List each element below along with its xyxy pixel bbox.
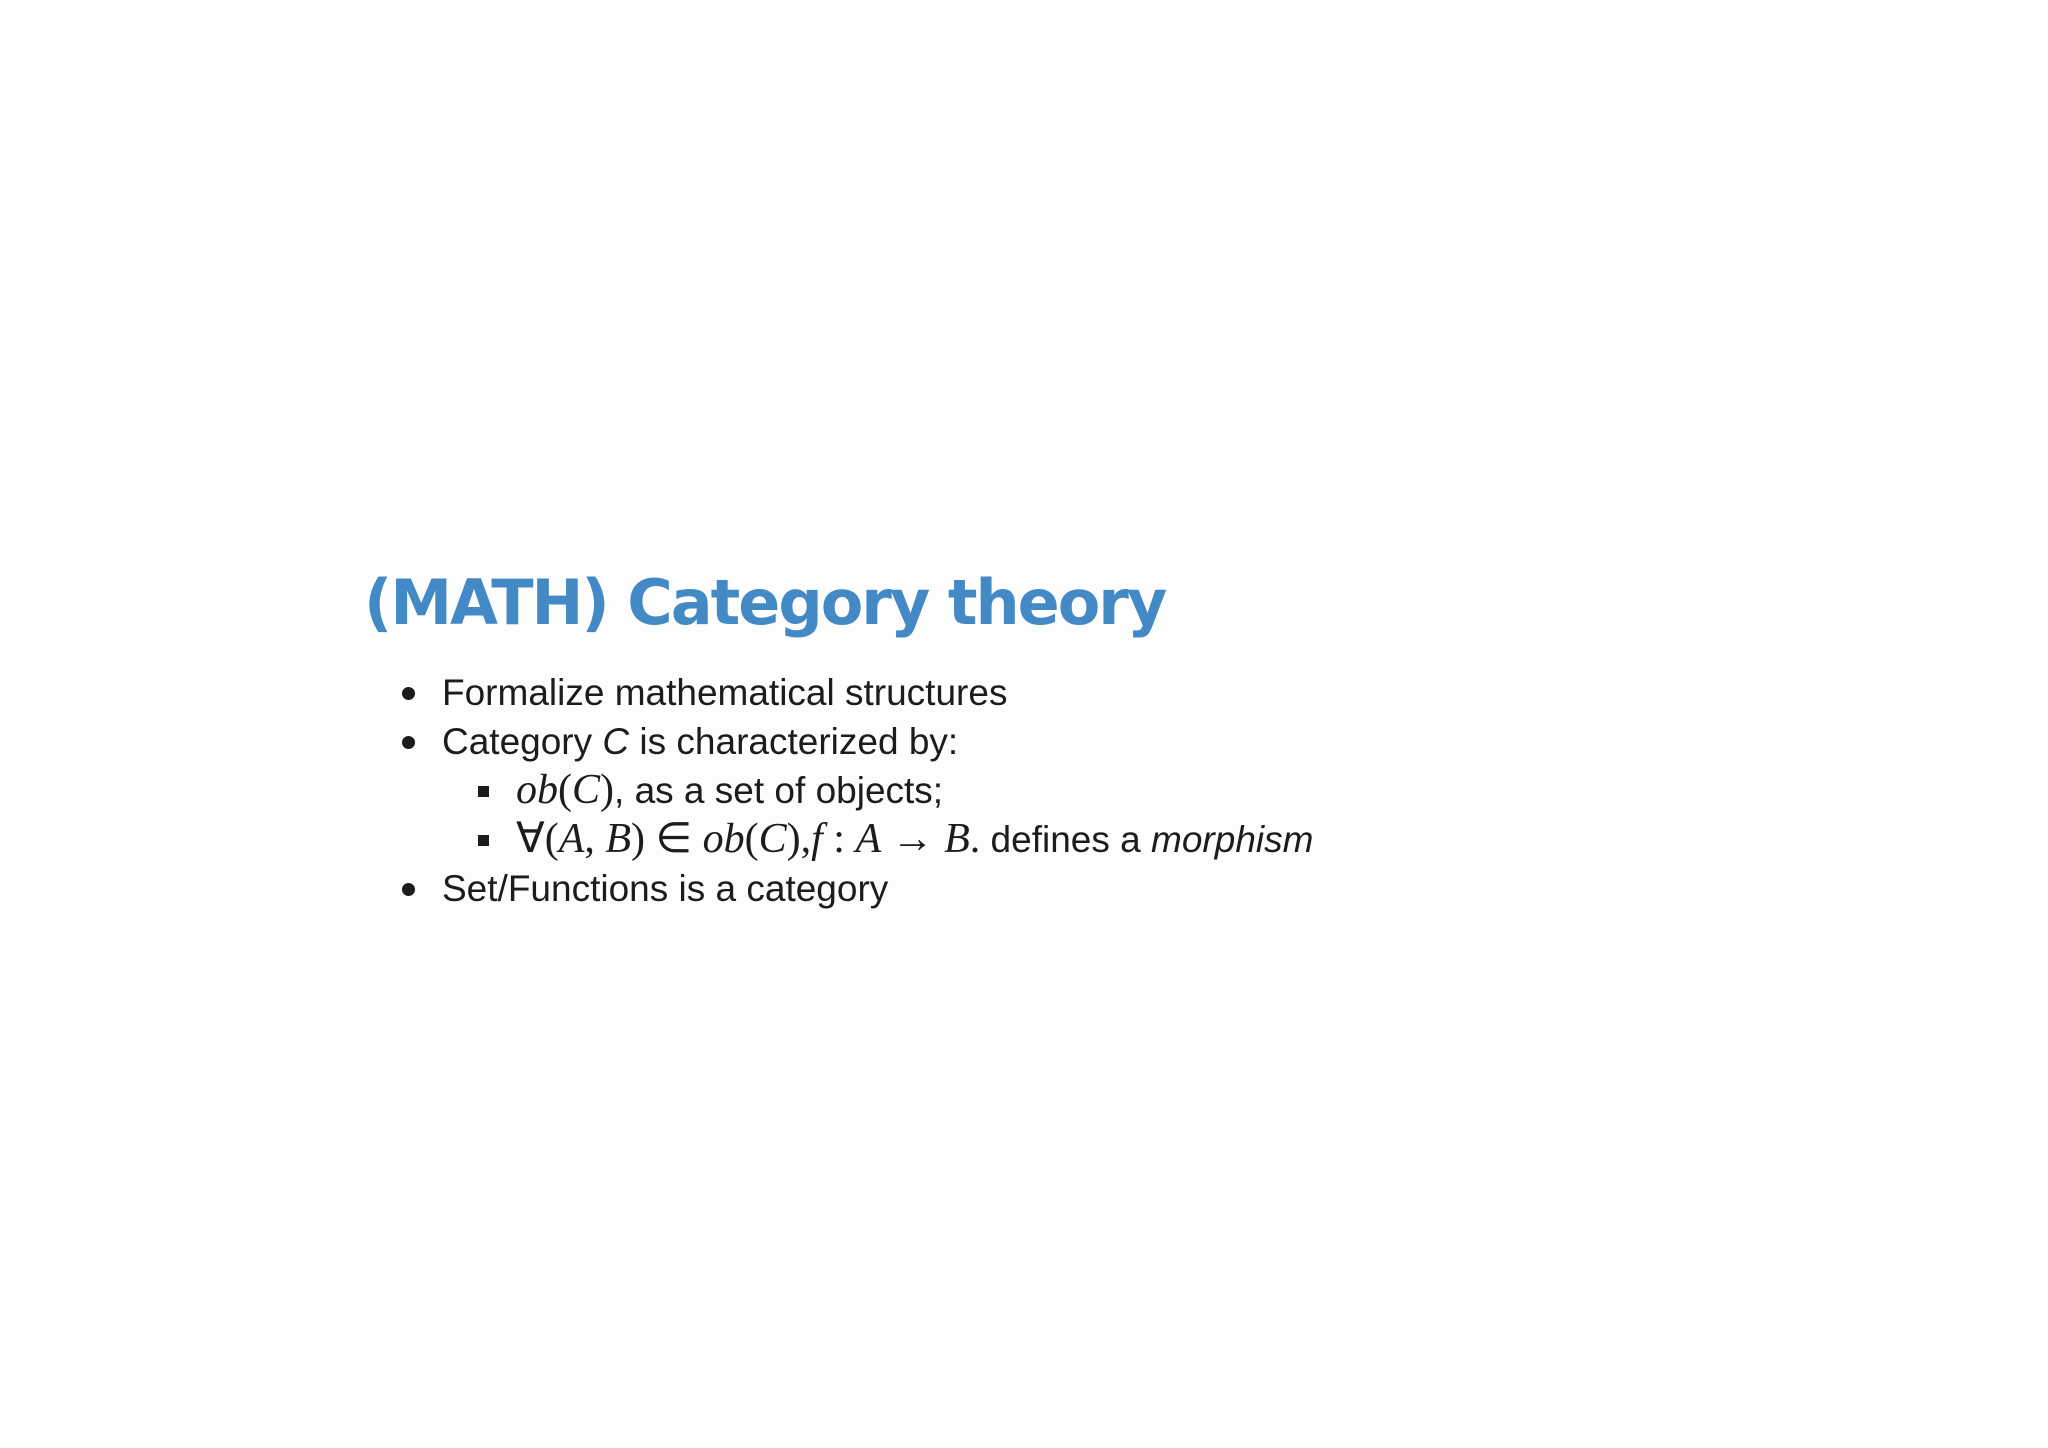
bullet-square-icon xyxy=(478,835,489,846)
math-b: B xyxy=(605,816,632,862)
bullet-text-pre: Category xyxy=(442,721,603,762)
sub-bullet-text: defines a xyxy=(980,819,1152,860)
math-paren-close: ) xyxy=(600,767,615,813)
math-c: C xyxy=(572,767,601,813)
math-paren-open: ( xyxy=(744,816,759,862)
bullet-disc-icon xyxy=(402,883,415,896)
math-ob: ob xyxy=(702,816,745,862)
math-paren-close: ), xyxy=(786,816,812,862)
math-period: . xyxy=(969,816,981,862)
math-f: f xyxy=(811,816,823,862)
slide-title: (MATH) Category theory xyxy=(364,566,1166,639)
math-arrow: → xyxy=(881,816,945,862)
bullet-set-functions xyxy=(398,864,1313,913)
math-comma: , xyxy=(584,816,606,862)
math-in: ) ∈ xyxy=(631,816,703,862)
math-colon: : xyxy=(822,816,856,862)
math-a: A xyxy=(855,816,882,862)
math-forall: ∀( xyxy=(516,816,559,862)
bullet-disc-icon xyxy=(402,736,415,749)
sub-bullet-text: , as a set of objects; xyxy=(614,770,944,811)
bullet-list xyxy=(398,668,1313,913)
math-c: C xyxy=(758,816,787,862)
emphasis-morphism: morphism xyxy=(1151,819,1314,860)
bullet-formalize xyxy=(398,668,1313,717)
math-b: B xyxy=(944,816,970,862)
variable-c: C xyxy=(602,721,630,762)
bullet-category-definition xyxy=(398,717,1313,766)
sub-bullet-morphism xyxy=(398,815,1313,864)
bullet-text-post: is characterized by: xyxy=(629,721,959,762)
bullet-text: Set/Functions is a category xyxy=(442,868,889,909)
math-paren-open: ( xyxy=(558,767,572,813)
bullet-disc-icon xyxy=(402,687,415,700)
bullet-square-icon xyxy=(478,786,489,797)
sub-bullet-objects xyxy=(398,766,1313,815)
bullet-text: Formalize mathematical structures xyxy=(442,672,1008,713)
math-ob: ob xyxy=(516,767,558,813)
math-a: A xyxy=(558,816,585,862)
